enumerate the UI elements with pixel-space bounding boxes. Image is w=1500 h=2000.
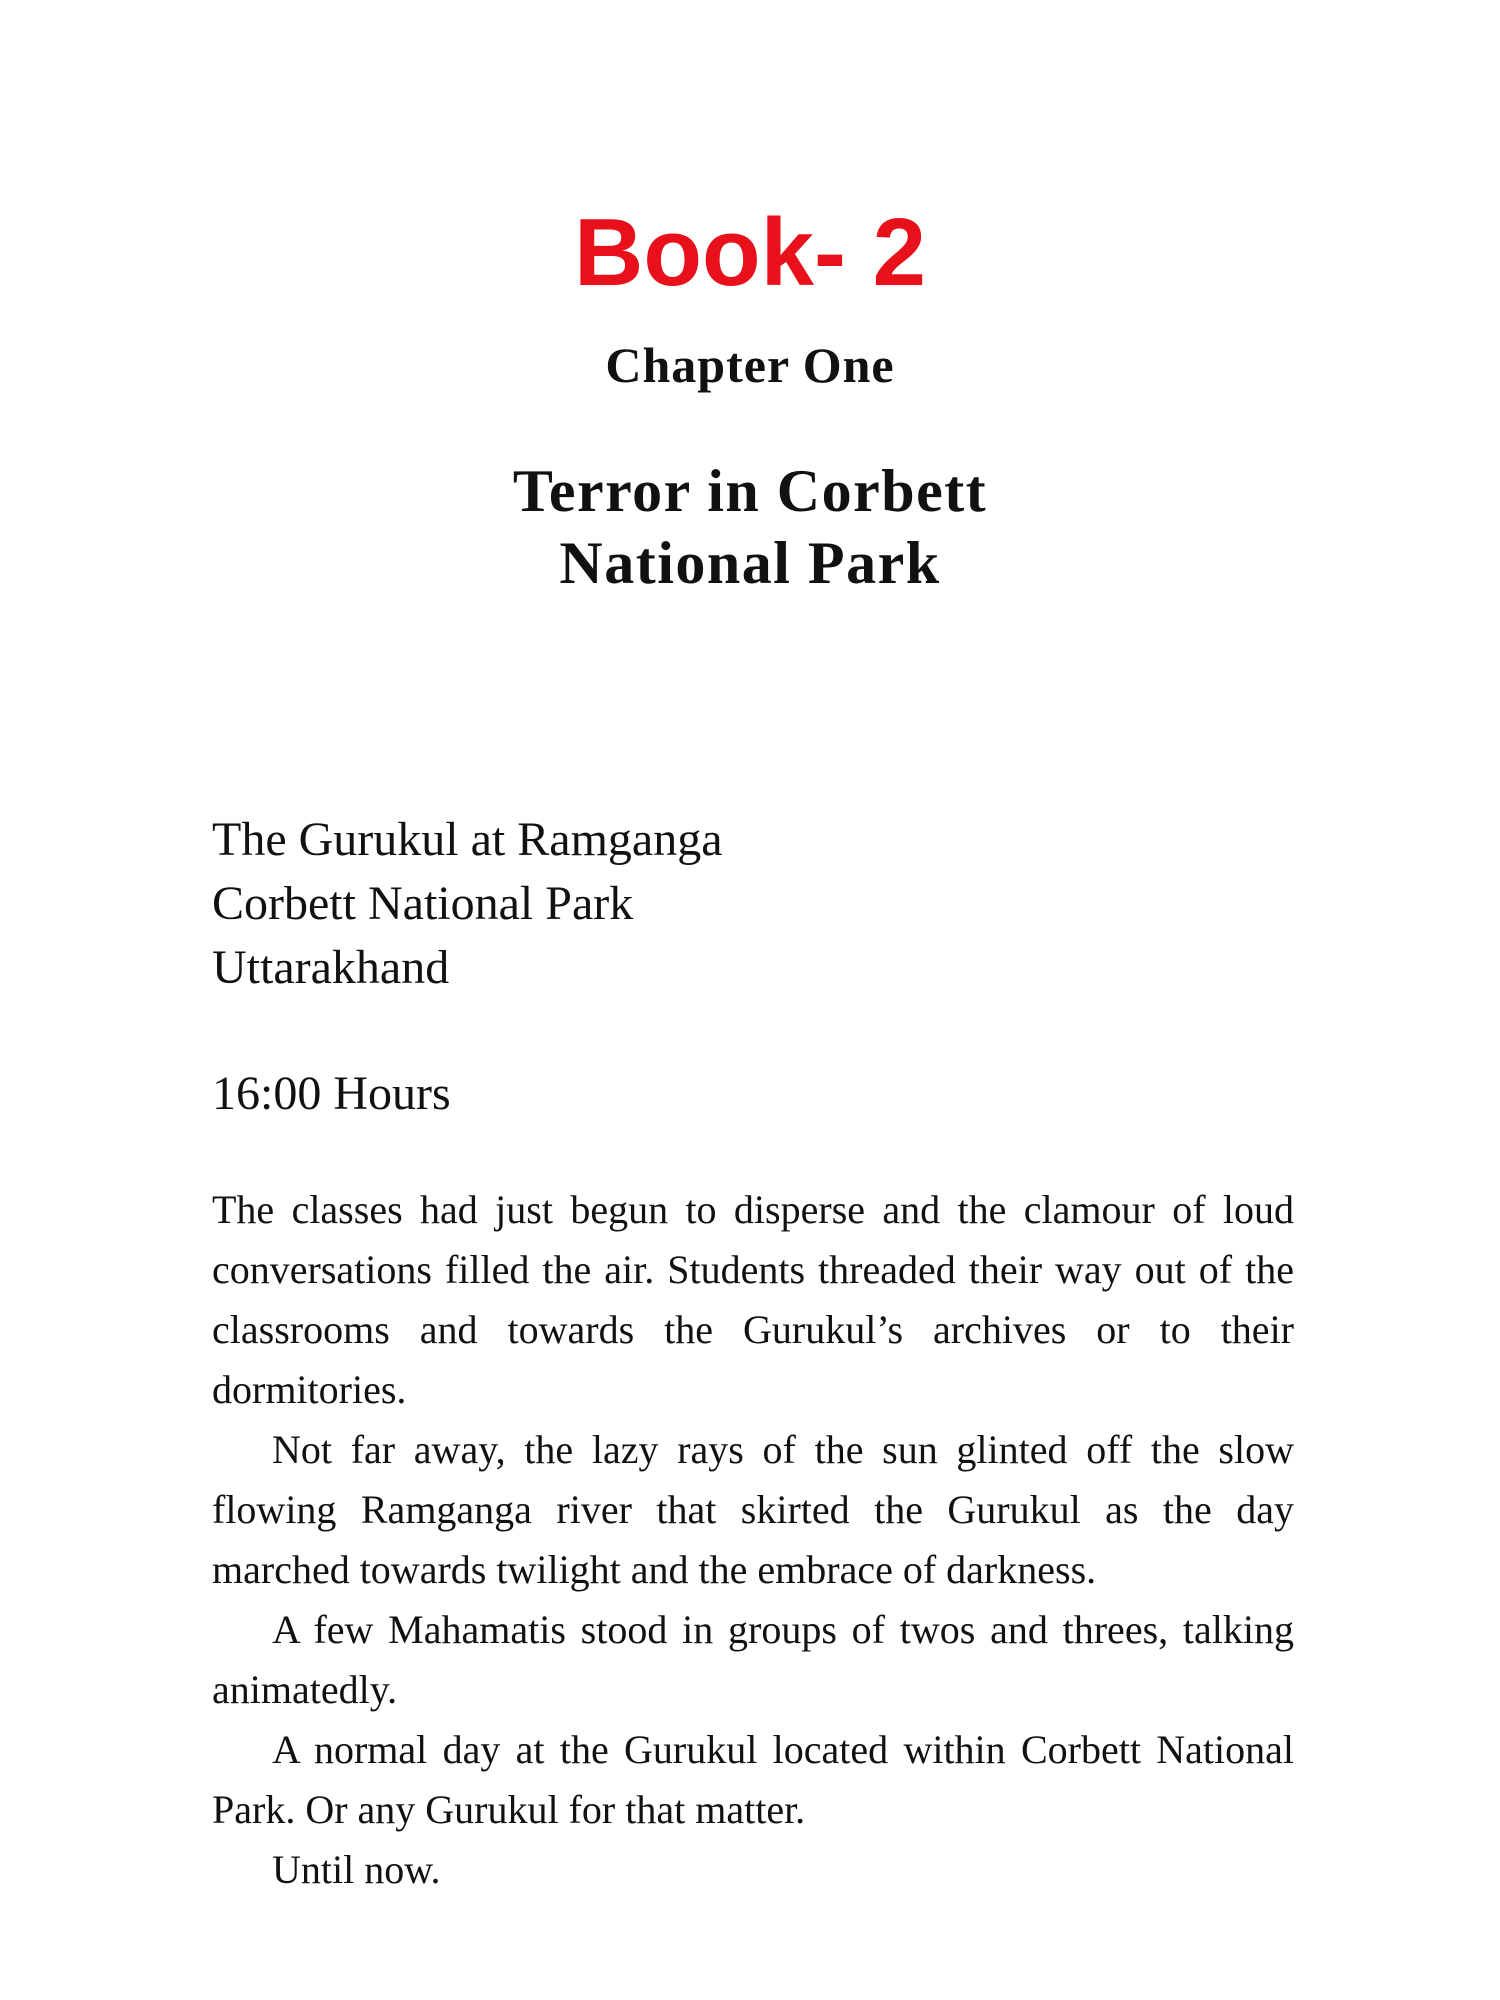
paragraph: Not far away, the lazy rays of the sun glinted off the slow flowing Ramganga river that skirted the Gurukul as the day marched towards twilight and the embrace of darkness. — [212, 1427, 1294, 1592]
chapter-title-line: Terror in Corbett — [512, 458, 988, 524]
paragraph: Until now. — [272, 1847, 441, 1892]
location-line: Uttarakhand — [212, 941, 450, 994]
paragraph: A normal day at the Gurukul located within Corbett National Park. Or any Gurukul for that matter. — [212, 1727, 1294, 1832]
location-line: The Gurukul at Ramganga — [212, 813, 723, 866]
location-line: Corbett National Park — [212, 877, 634, 930]
time-stamp: 16:00 Hours — [212, 1067, 451, 1120]
chapter-title-line: National Park — [559, 530, 941, 596]
chapter-title — [0, 455, 1500, 599]
paragraph: The classes had just begun to disperse and the clamour of loud conversations filled the air. Students threaded their way out of the classrooms and towards the Gurukul’s archives or to their dormitories. — [212, 1187, 1294, 1412]
body-text — [212, 1180, 1294, 1900]
paragraph: A few Mahamatis stood in groups of twos and threes, talking animatedly. — [212, 1607, 1294, 1712]
chapter-label: Chapter One — [605, 337, 895, 393]
book-title: Book- 2 — [573, 199, 927, 306]
location-block — [212, 808, 723, 1000]
